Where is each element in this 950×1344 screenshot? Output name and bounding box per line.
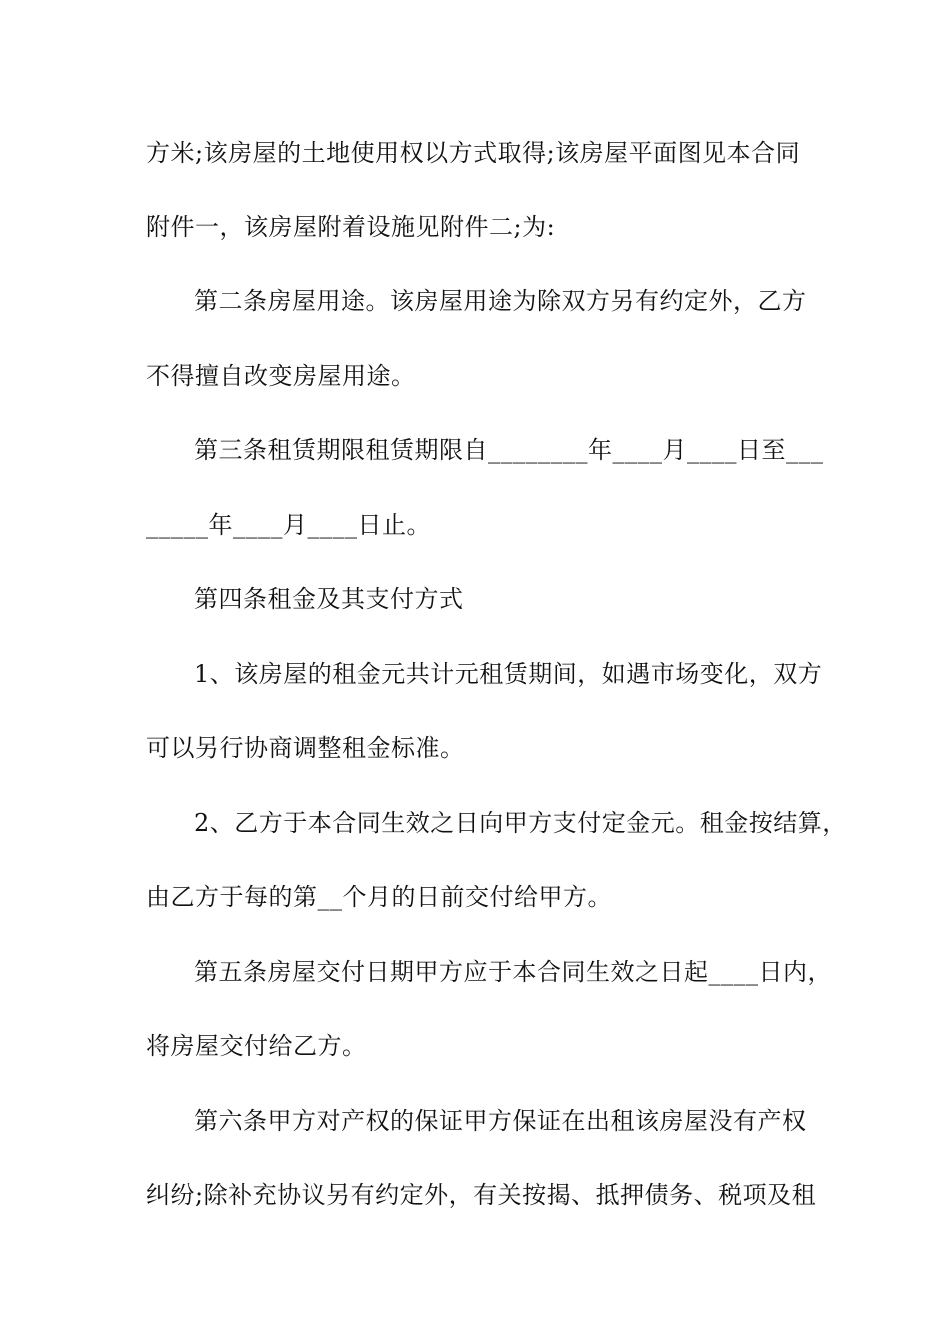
article-4-heading-line: 第四条租金及其支付方式	[194, 585, 464, 613]
article-5-heading-line: 第五条房屋交付日期甲方应于本合同生效之日起____日内，	[194, 958, 832, 986]
clause-2-line: 2、乙方于本合同生效之日向甲方支付定金元。租金按结算，	[194, 809, 847, 837]
text-line-9: 可以另行协商调整租金标准。	[146, 734, 465, 762]
article-6-heading-line: 第六条甲方对产权的保证甲方保证在出租该房屋没有产权	[194, 1107, 807, 1135]
article-2-heading-line: 第二条房屋用途。该房屋用途为除双方另有约定外，乙方	[194, 287, 807, 315]
text-line-6: _____年____月____日止。	[146, 511, 431, 539]
article-3-heading-line: 第三条租赁期限租赁期限自________年____月____日至___	[194, 436, 824, 464]
text-line-13: 将房屋交付给乙方。	[146, 1032, 367, 1060]
text-line-11: 由乙方于每的第__个月的日前交付给甲方。	[146, 883, 612, 911]
text-line-4: 不得擅自改变房屋用途。	[146, 362, 416, 390]
text-line-15: 纠纷;除补充协议另有约定外，有关按揭、抵押债务、税项及租	[146, 1181, 817, 1209]
text-line-1: 方米;该房屋的土地使用权以方式取得;该房屋平面图见本合同	[146, 139, 801, 167]
clause-1-line: 1、该房屋的租金元共计元租赁期间，如遇市场变化，双方	[194, 660, 823, 688]
text-line-2: 附件一，该房屋附着设施见附件二;为:	[146, 213, 556, 241]
